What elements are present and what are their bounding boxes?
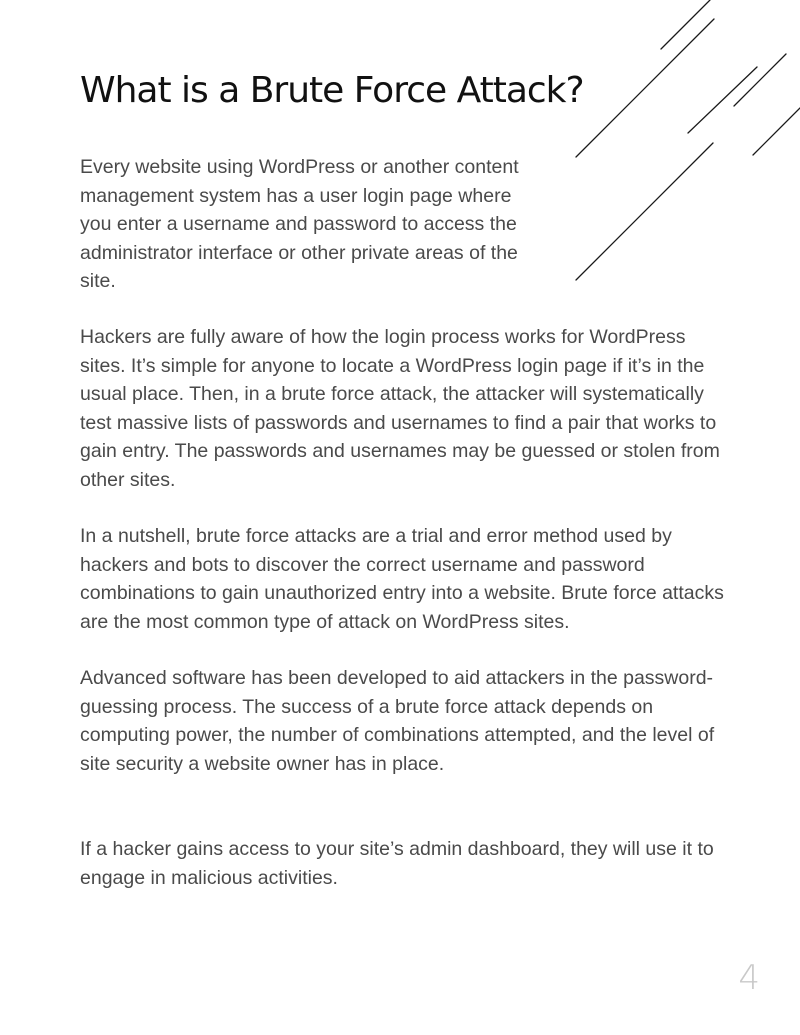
body-paragraph: If a hacker gains access to your site’s admin dashboard, they will use it to engage in malicious activities. xyxy=(80,838,714,889)
body-paragraph: Hackers are fully aware of how the login process works for WordPress sites. It’s simple for anyone to locate a WordPress login page if it’s in the usual place. Then, in a brute force attack, the attacker will systematically test massive lists of passwords and usernames to find a pair that works to gain entry. The passwords and usernames may be guessed or stolen from other sites. xyxy=(80,326,720,491)
body-paragraph: In a nutshell, brute force attacks are a trial and error method used by hackers and bots to discover the correct username and password combinations to gain unauthorized entry into a website. Brute force attacks are the most common type of attack on WordPress sites. xyxy=(80,525,724,633)
body-paragraph: Every website using WordPress or another content management system has a user login page where you enter a username and password to access the administrator interface or other private areas of the site. xyxy=(80,156,519,292)
page-title: What is a Brute Force Attack? xyxy=(80,70,584,111)
diagonal-line xyxy=(753,108,800,155)
diagonal-line xyxy=(734,54,786,106)
body-paragraph: Advanced software has been developed to aid attackers in the password-guessing process. The success of a brute force attack depends on computing power, the number of combinations attempted, and the level of site security a website owner has in place. xyxy=(80,667,715,775)
diagonal-line xyxy=(661,0,710,49)
diagonal-line xyxy=(576,19,714,157)
page-number: 4 xyxy=(738,958,760,998)
diagonal-line xyxy=(576,143,713,280)
diagonal-line xyxy=(688,67,757,133)
